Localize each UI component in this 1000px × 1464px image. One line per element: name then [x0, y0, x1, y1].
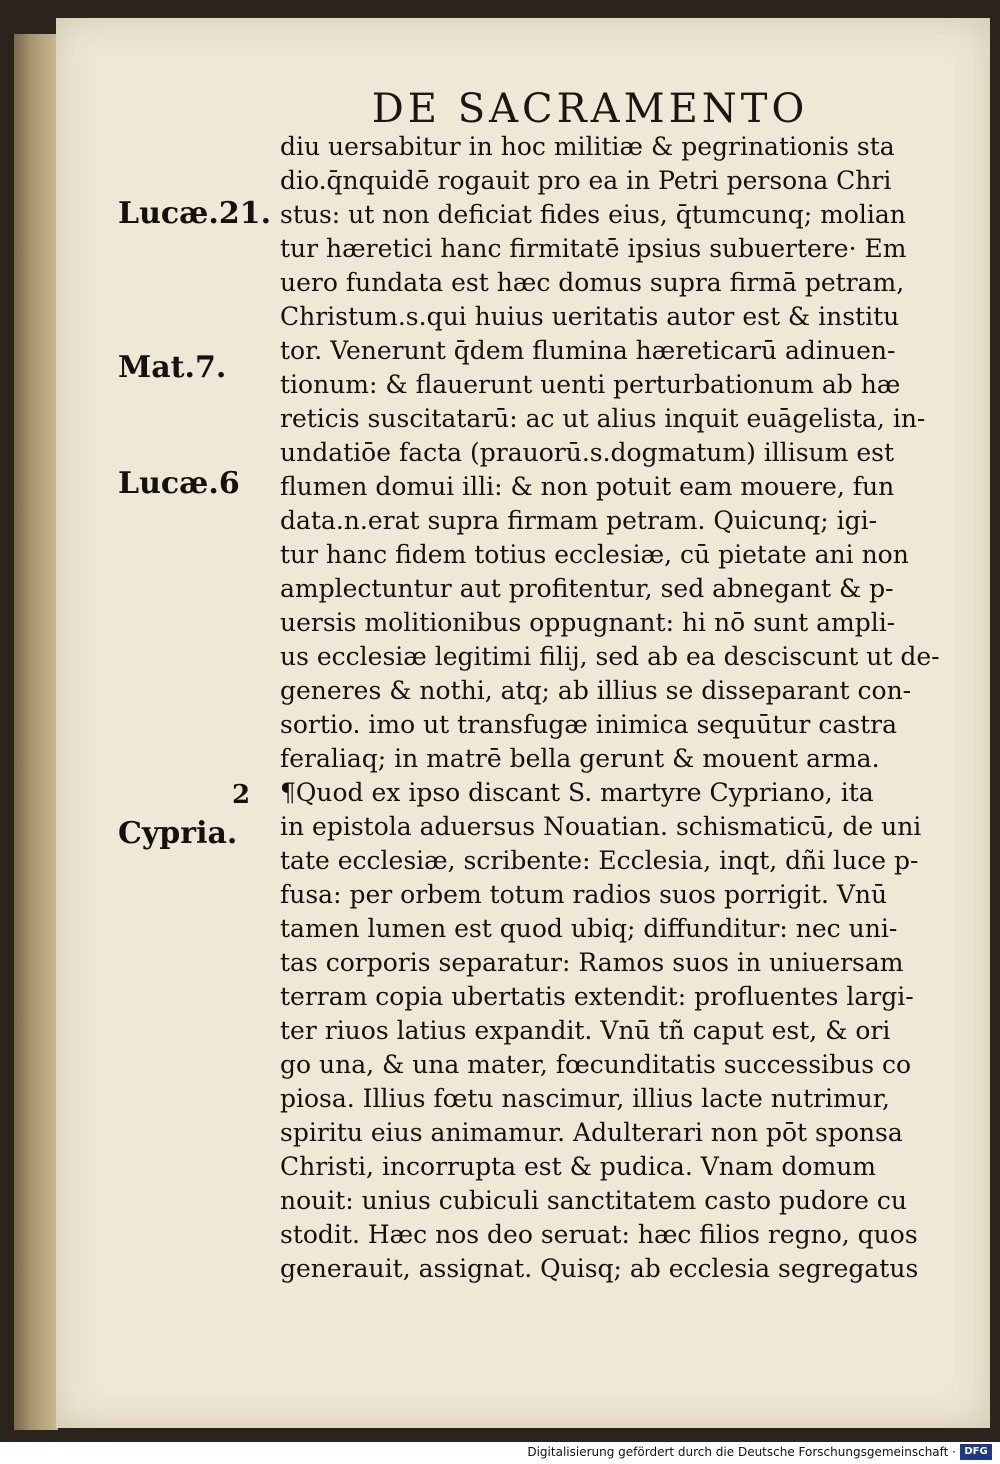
dfg-logo: DFG	[960, 1444, 992, 1460]
text-line: generauit, assignat. Quisq; ab ecclesia segregatus	[280, 1254, 919, 1283]
text-line: undatiōe facta (prauorū.s.dogmatum) illisum est	[280, 438, 895, 467]
text-line: tor. Venerunt q̄dem flumina hæreticarū adinuen-	[280, 336, 896, 365]
text-line: nouit: unius cubiculi sanctitatem casto pudore cu	[280, 1186, 907, 1215]
text-line: tate ecclesiæ, scribente: Ecclesia, inqt, dñi luce p-	[280, 846, 919, 875]
text-line: Christi, incorrupta est & pudica. Vnam domum	[280, 1152, 876, 1181]
text-line: in epistola aduersus Nouatian. schismaticū, de uni	[280, 812, 922, 841]
running-header: DE SACRAMENTO	[371, 86, 809, 132]
digitization-footer	[0, 1442, 1000, 1464]
book-edge	[14, 34, 58, 1430]
text-line: tionum: & flauerunt uenti perturbationum ab hæ	[280, 370, 901, 399]
text-line: uero fundata est hæc domus supra firmā petram,	[280, 268, 905, 297]
text-line: feraliaq; in matrē bella gerunt & mouent arma.	[280, 744, 880, 773]
text-line: terram copia ubertatis extendit: profluentes largi-	[280, 982, 914, 1011]
margin-note-lucae-6: Lucæ.6	[118, 466, 240, 501]
margin-note-number: 2	[232, 780, 251, 810]
text-line: stodit. Hæc nos deo seruat: hæc filios regno, quos	[280, 1220, 918, 1249]
text-line: reticis suscitatarū: ac ut alius inquit euāgelista, in-	[280, 404, 926, 433]
text-line: data.n.erat supra firmam petram. Quicunq; igi-	[280, 506, 878, 535]
text-line: flumen domui illi: & non potuit eam mouere, fun	[280, 472, 895, 501]
text-line: Christum.s.qui huius ueritatis autor est & institu	[280, 302, 900, 331]
main-text-block	[280, 130, 970, 1286]
text-line: stus: ut non deficiat fides eius, q̄tumcunq; molian	[280, 200, 906, 229]
text-line: go una, & una mater, fœcunditatis successibus co	[280, 1050, 912, 1079]
text-line: generes & nothi, atq; ab illius se disseparant con-	[280, 676, 912, 705]
text-line: ter riuos latius expandit. Vnū tñ caput est, & ori	[280, 1016, 891, 1045]
text-line: tur hanc fidem totius ecclesiæ, cū pietate ani non	[280, 540, 909, 569]
text-line: tas corporis separatur: Ramos suos in uniuersam	[280, 948, 904, 977]
footer-credit: Digitalisierung gefördert durch die Deutsche Forschungsgemeinschaft ·	[527, 1445, 956, 1459]
text-line: piosa. Illius fœtu nascimur, illius lacte nutrimur,	[280, 1084, 890, 1113]
text-line: dio.q̄nquidē rogauit pro ea in Petri persona Chri	[280, 166, 892, 195]
text-line: sortio. imo ut transfugæ inimica sequūtur castra	[280, 710, 897, 739]
margin-note-cypria: Cypria.	[118, 816, 238, 851]
margin-note-lucae-21: Lucæ.21.	[118, 196, 272, 231]
text-line: tur hæretici hanc firmitatē ipsius subuertere· Em	[280, 234, 907, 263]
text-line: amplectuntur aut profitentur, sed abnegant & p-	[280, 574, 894, 603]
text-line: us ecclesiæ legitimi filij, sed ab ea desciscunt ut de-	[280, 642, 940, 671]
text-line: spiritu eius animamur. Adulterari non pōt sponsa	[280, 1118, 903, 1147]
text-line: ¶Quod ex ipso discant S. martyre Cypriano, ita	[280, 778, 874, 807]
margin-note-mat-7: Mat.7.	[118, 350, 227, 385]
text-line: fusa: per orbem totum radios suos porrigit. Vnū	[280, 880, 888, 909]
text-line: diu uersabitur in hoc militiæ & pegrinationis sta	[280, 132, 895, 161]
text-line: tamen lumen est quod ubiq; diffunditur: nec uni-	[280, 914, 898, 943]
text-line: uersis molitionibus oppugnant: hi nō sunt ampli-	[280, 608, 896, 637]
